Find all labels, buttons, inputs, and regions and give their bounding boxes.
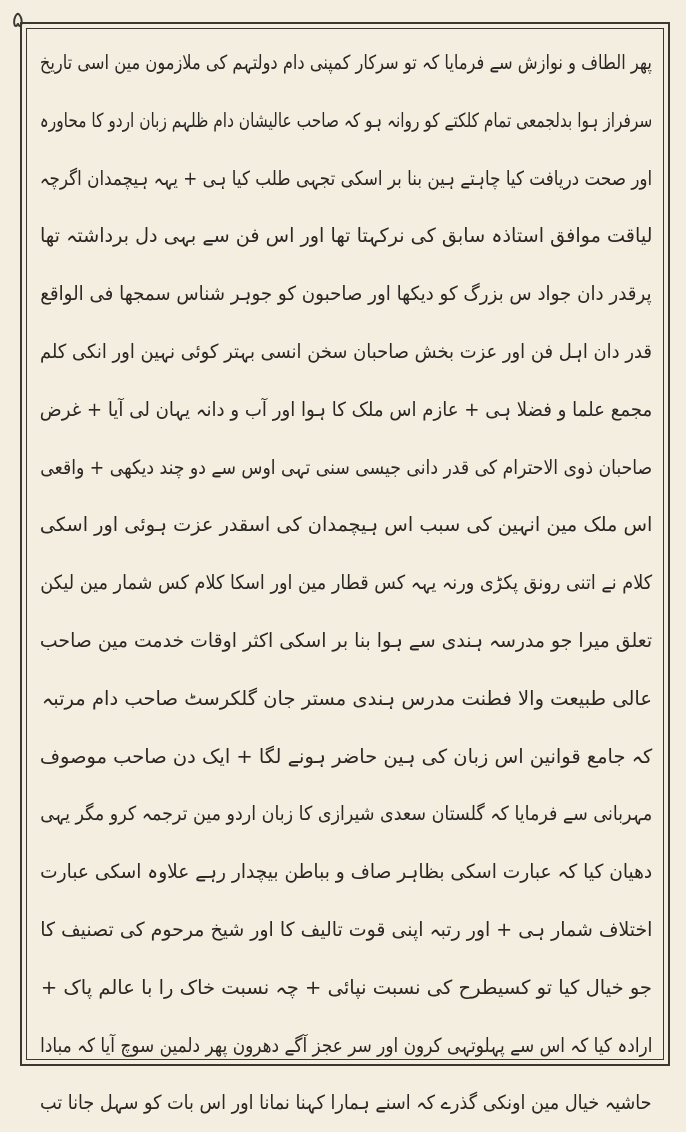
text-line-16: اختلاف شمار ہی + اور رتبہ اپنی قوت تالیف کا اور شیخ مرحوم کی تصنیف کا [39,917,652,941]
text-line-11: تعلق میرا جو مدرسہ ہندی سے ہوا بنا بر اسکی اکثر اوقات خدمت مین صاحب [39,628,652,652]
text-line-12: عالی طبیعت والا فطنت مدرس ہندی مستر جان گلکرسٹ صاحب دام مرتبہ [41,686,652,710]
text-line-10: کلام نے اتنی رونق پکڑی ورنہ یہہ کس قطار مین اور اسکا کلام کس شمار مین لیکن [40,571,652,595]
text-line-4: لیاقت موافق استاذہ سابق کی نرکہتا تھا اور اس فن سے بہی دل برداشتہ تھا [39,224,652,248]
text-line-8: صاحبان ذوی الاحترام کی قدر دانی جیسی سنی تہی اوس سے دو چند دیکھی + واقعی [40,455,652,479]
text-line-17: جو خیال کیا تو کسیطرح کی نسبت نپائی + چہ نسبت خاک را با عالم پاک + [40,975,652,999]
text-line-2: سرفراز ہوا بدلجمعی تمام کلکتے کو روانہ ہو کہ صاحب عالیشان دام ظلہم زبان اردو کا محاورہ [39,108,652,132]
text-line-15: دھیان کیا کہ عبارت اسکی بظاہر صاف و بباطن بیچدار رہے علاوہ اسکی عبارت [39,860,652,884]
text-line-3: اور صحت دریافت کیا چاہتے ہین بنا بر اسکی تجہی طلب کیا ہی + یہہ ہیچمدان اگرچہ [39,166,652,190]
text-line-18: ارادہ کیا کہ اس سے پہلوتہی کرون اور سر عجز آگے دھرون پھر دلمین سوچ آیا کہ مبادا [39,1033,652,1057]
manuscript-text-block [39,34,652,1115]
text-line-7: مجمع علما و فضلا ہی + عازم اس ملک کا ہوا اور آب و دانہ یہان لی آیا + غرض [39,397,652,421]
text-line-9: اس ملک مین انہین کی سبب اس ہیچمدان کی اسقدر عزت ہوئی اور اسکی [39,513,652,537]
text-line-5: پرقدر دان جواد س بزرگ کو دیکھا اور صاحبون کو جوہر شناس سمجھا فی الواقع [40,282,652,306]
page-number: ۵ [12,8,24,33]
text-line-1: پھر الطاف و نوازش سے فرمایا کہ تو سرکار کمپنی دام دولتہم کی ملازمون مین اسی تاریخ [39,51,652,74]
text-line-19: حاشیہ خیال مین اونکی گذرے کہ اسنے ہمارا کہنا نمانا اور اس بات کو سہل جانا تب [40,1091,652,1115]
text-line-14: مہربانی سے فرمایا کہ گلستان سعدی شیرازی کا زبان اردو مین ترجمہ کرو مگر یہی [39,802,652,826]
text-line-6: قدر دان اہل فن اور عزت بخش صاحبان سخن انسی بہتر کوئی نہین اور انکی کلم [39,339,652,363]
text-line-13: کہ جامع قوانین اس زبان کی ہین حاضر ہونے لگا + ایک دن صاحب موصوف [39,744,652,768]
